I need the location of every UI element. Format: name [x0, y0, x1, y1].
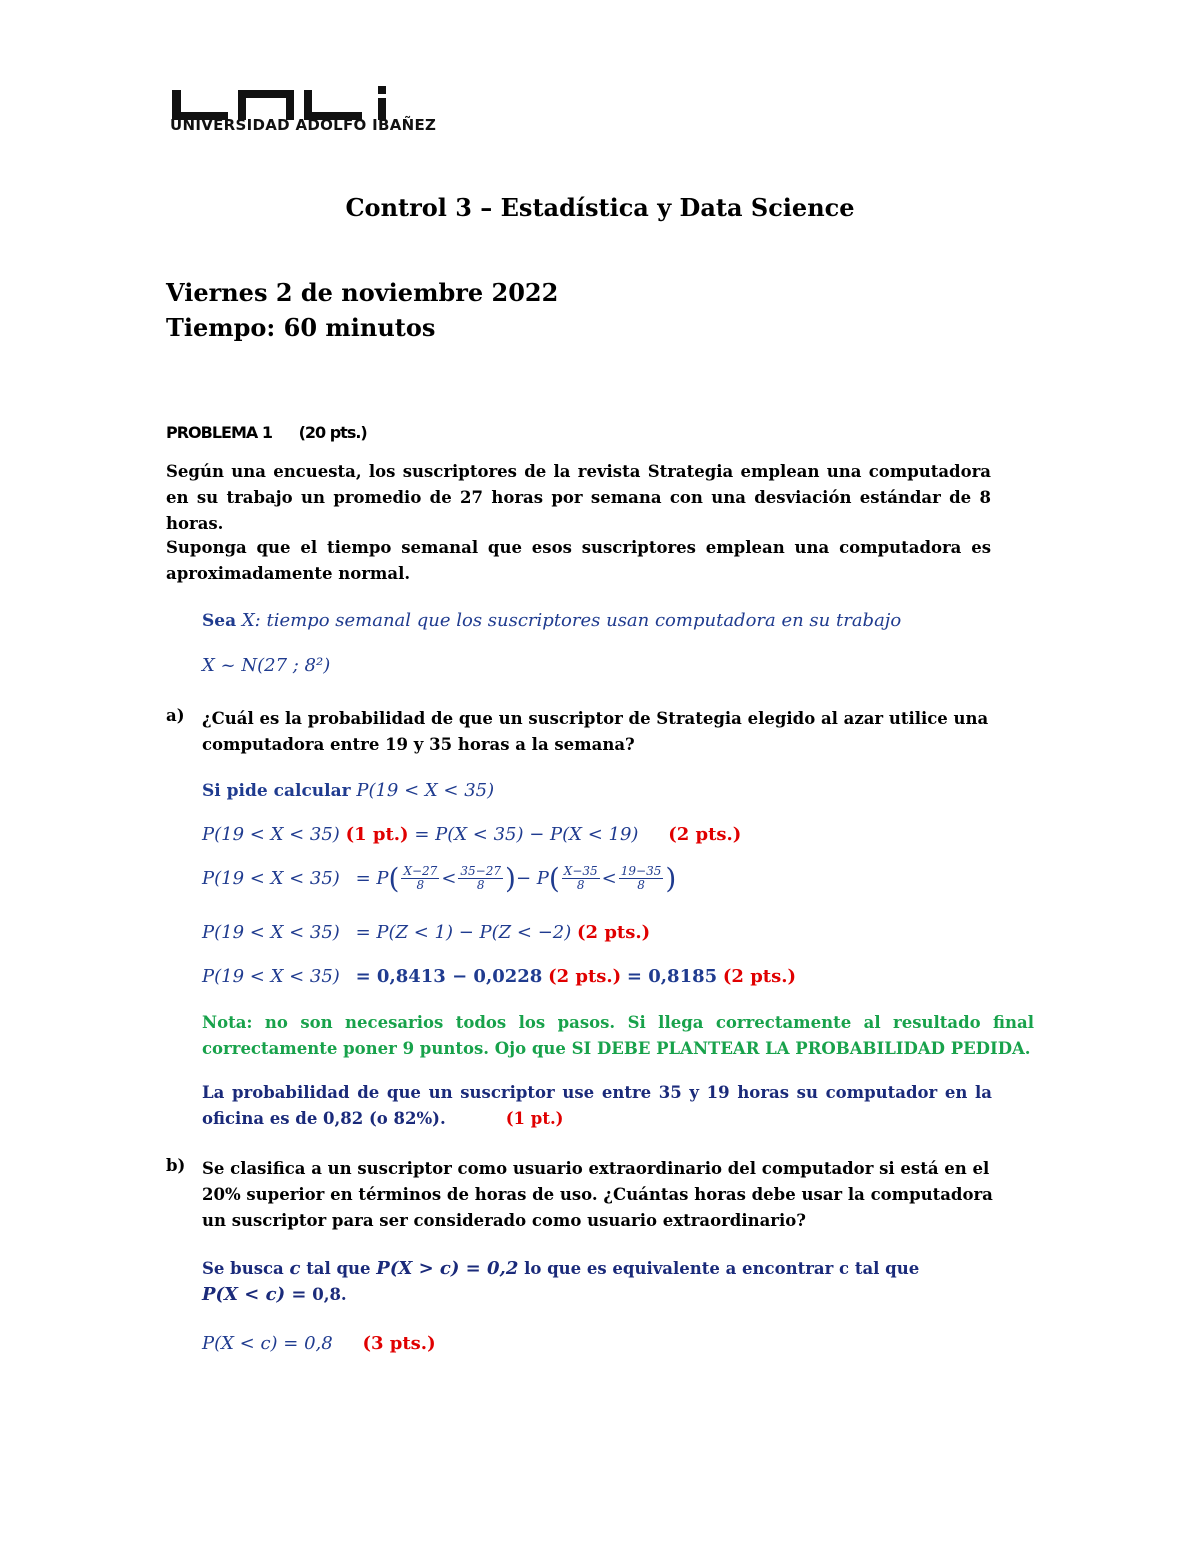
- variable-definition: Sea X: tiempo semanal que los suscriptores usan computadora en su trabajo: [202, 610, 902, 631]
- part-b-label: b): [166, 1156, 186, 1175]
- problem-title: PROBLEMA 1: [166, 423, 272, 442]
- part-a-intro: Si pide calcular P(19 < X < 35): [202, 780, 495, 801]
- part-b-setup: Se busca c tal que P(X > c) = 0,2 lo que es equivalente a encontrar c tal que P(X < c) = 0,8.: [202, 1258, 920, 1305]
- problem-points: (20 pts.): [298, 423, 367, 442]
- part-a-step-2: P(19 < X < 35) = P( $\frac{X-27}{8}$ < $\frac{35-27}{8}$ )− P( $\frac{X-35}{8}$ < $\frac{19-35}{8}$ ): [202, 862, 677, 895]
- exam-time: Tiempo: 60 minutos: [166, 313, 436, 342]
- part-a-step-1: P(19 < X < 35) (1 pt.) = P(X < 35) − P(X < 19) (2 pts.): [202, 824, 742, 845]
- part-a-note: Nota: no son necesarios todos los pasos. Si llega correctamente al resultado final correctamente poner 9 puntos. Ojo que SI DEBE PLANTEAR LA PROBABILIDAD PEDIDA.: [202, 1013, 1034, 1058]
- problem-statement-1: Según una encuesta, los suscriptores de la revista Strategia emplean una computadora en su trabajo un promedio de 27 horas por semana con una desviación estándar de 8 horas.: [166, 462, 991, 533]
- part-a-conclusion: La probabilidad de que un suscriptor use entre 35 y 19 horas su computador en la oficina es de 0,82 (o 82%). (1 pt.): [202, 1083, 992, 1128]
- document-title: Control 3 – Estadística y Data Science: [345, 193, 855, 222]
- distribution: X ~ N(27 ; 8²): [202, 655, 331, 676]
- part-a-question: ¿Cuál es la probabilidad de que un suscriptor de Strategia elegido al azar utilice una computadora entre 19 y 35 horas a la semana?: [202, 709, 989, 754]
- part-b-equation: P(X < c) = 0,8 (3 pts.): [202, 1333, 436, 1354]
- part-a-step-4: P(19 < X < 35) = 0,8413 − 0,0228 (2 pts.) = 0,8185 (2 pts.): [202, 966, 797, 987]
- part-a-step-3: P(19 < X < 35) = P(Z < 1) − P(Z < −2) (2 pts.): [202, 922, 651, 943]
- problem-heading: [166, 423, 367, 442]
- university-name: UNIVERSIDAD ADOLFO IBAÑEZ: [170, 116, 437, 134]
- problem-statement-2: Suponga que el tiempo semanal que esos suscriptores emplean una computadora es aproximadamente normal.: [166, 538, 991, 583]
- part-a-label: a): [166, 706, 185, 725]
- part-b-question: Se clasifica a un suscriptor como usuario extraordinario del computador si está en el 20% superior en términos de horas de uso. ¿Cuántas horas debe usar la computadora un suscriptor para ser considerado como usuario extraordinario?: [202, 1159, 993, 1230]
- exam-date: Viernes 2 de noviembre 2022: [166, 278, 559, 307]
